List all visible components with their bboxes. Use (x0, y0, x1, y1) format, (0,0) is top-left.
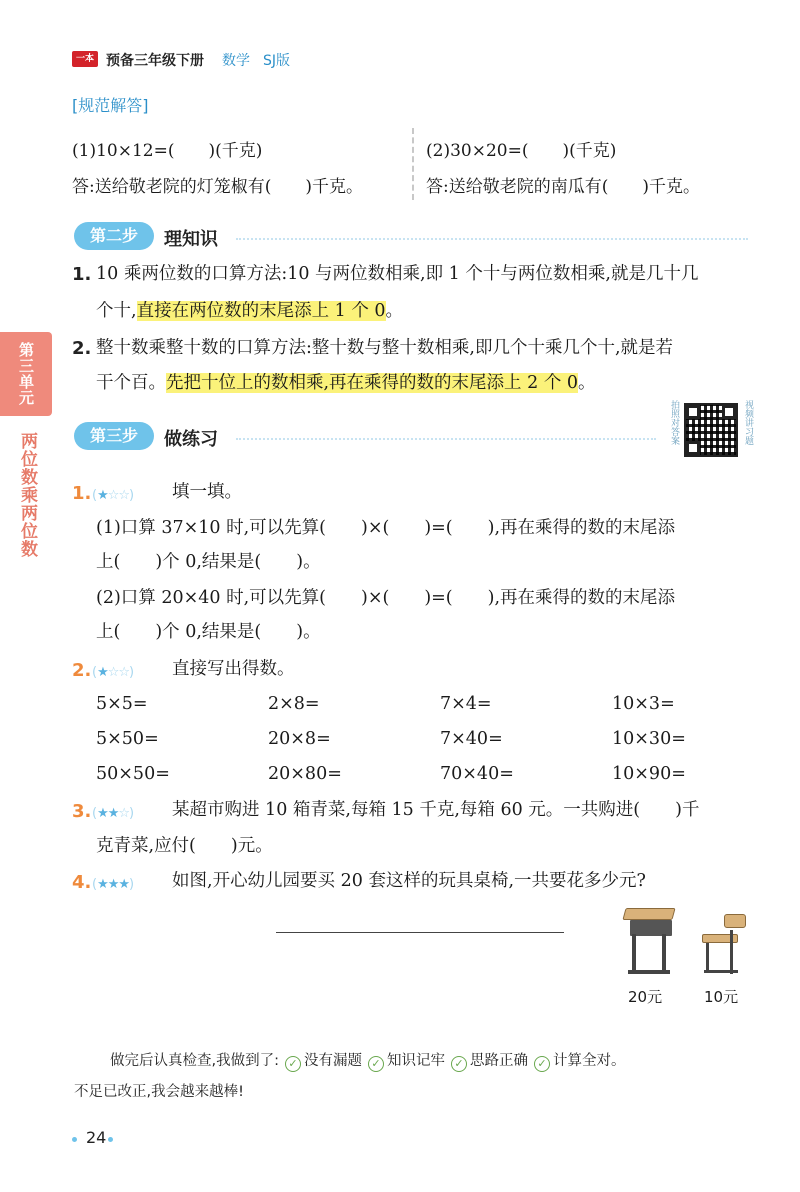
q1-a-line1: (1)口算 37×10 时,可以先算( )×( )=( ),再在乘得的数的末尾添 (96, 518, 676, 538)
desk-leg (632, 934, 636, 972)
q1-prompt: 填一填。 (172, 482, 242, 502)
q1-b-line1: (2)口算 20×40 时,可以先算( )×( )=( ),再在乘得的数的末尾添 (96, 588, 676, 608)
qr-left-caption: 拍照对答案 (669, 400, 679, 445)
step3-pill: 第三步 (74, 422, 154, 450)
q2-stars-icon: ★☆☆ (97, 665, 130, 680)
knowledge-1-number: 1. (72, 264, 92, 285)
page-dot-right (108, 1137, 113, 1142)
calc-cell: 20×80= (268, 764, 342, 784)
page-number: 24 (86, 1128, 107, 1147)
chair-price: 10元 (704, 988, 739, 1006)
step2-title: 理知识 (164, 229, 218, 250)
knowledge-2-line2: 干个百。先把十位上的数相乘,再在乘得的数的末尾添上 2 个 0。 (96, 373, 596, 393)
qr-code-icon[interactable] (684, 403, 738, 457)
knowledge-2-line1: 整十数乘整十数的口算方法:整十数与整十数相乘,即几个十乘几个十,就是若 (96, 338, 674, 358)
unit-side-tab: 第三单元 (0, 332, 52, 416)
check-item-label: 没有漏题 (304, 1053, 362, 1069)
check-icon[interactable]: ✓ (451, 1056, 467, 1072)
answer-right-answer: 答:送给敬老院的南瓜有( )千克。 (426, 177, 700, 197)
chair-foot (704, 970, 738, 973)
answer-left-answer: 答:送给敬老院的灯笼椒有( )千克。 (72, 177, 363, 197)
chair-icon (724, 914, 746, 928)
check-item-label: 知识记牢 (387, 1053, 445, 1069)
self-check-line (110, 1049, 626, 1072)
calc-cell: 20×8= (268, 729, 331, 749)
edition-label: SJ版 (263, 53, 291, 69)
step2-pill: 第二步 (74, 222, 154, 250)
calc-cell: 7×40= (440, 729, 503, 749)
q4-answer-line[interactable] (276, 932, 564, 933)
desk-leg (662, 934, 666, 974)
check-item-label: 思路正确 (470, 1053, 528, 1069)
self-check-outro: 不足已改正,我会越来越棒! (74, 1084, 244, 1100)
knowledge-2-number: 2. (72, 338, 92, 359)
q3-line1: 某超市购进 10 箱青菜,每箱 15 千克,每箱 60 元。一共购进( )千 (172, 800, 700, 820)
check-icon[interactable]: ✓ (285, 1056, 301, 1072)
book-title: 预备三年级下册 (106, 53, 204, 69)
q3-stars-icon: ★★☆ (97, 806, 130, 821)
desk-foot (628, 970, 670, 974)
check-icon[interactable]: ✓ (368, 1056, 384, 1072)
chair-leg (706, 943, 709, 973)
knowledge-2-highlight: 先把十位上的数相乘,再在乘得的数的末尾添上 2 个 0 (166, 373, 579, 393)
answer-right-question: (2)30×20=( )(千克) (426, 141, 617, 161)
unit-topic-label: 两位数乘两位数 (17, 432, 37, 558)
q2-prompt: 直接写出得数。 (172, 659, 295, 679)
knowledge-1-highlight: 直接在两位数的末尾添上 1 个 0 (136, 301, 386, 321)
q1-stars-icon: ★☆☆ (97, 488, 130, 503)
calc-cell: 10×30= (612, 729, 686, 749)
q3-difficulty: (★★☆) (92, 806, 135, 821)
q3-line2: 克青菜,应付( )元。 (96, 836, 273, 856)
check-icon[interactable]: ✓ (534, 1056, 550, 1072)
q4-stars-icon: ★★★ (97, 877, 130, 892)
step3-title: 做练习 (164, 429, 218, 450)
q1-a-line2: 上( )个 0,结果是( )。 (96, 552, 321, 572)
q1-b-line2: 上( )个 0,结果是( )。 (96, 622, 321, 642)
calc-cell: 5×50= (96, 729, 159, 749)
q2-difficulty: (★☆☆) (92, 665, 135, 680)
step2-divider (236, 238, 748, 240)
knowledge-1-line2: 个十,直接在两位数的末尾添上 1 个 0。 (96, 301, 404, 321)
calc-cell: 10×90= (612, 764, 686, 784)
subject-label: 数学 (222, 53, 250, 69)
self-check-intro: 做完后认真检查,我做到了: (110, 1053, 279, 1069)
calc-cell: 10×3= (612, 694, 675, 714)
calc-cell: 5×5= (96, 694, 148, 714)
answer-section-tag: [规范解答] (72, 96, 149, 115)
answer-left-question: (1)10×12=( )(千克) (72, 141, 263, 161)
chair-leg (730, 930, 733, 974)
q1-number: 1. (72, 483, 92, 504)
calc-cell: 7×4= (440, 694, 492, 714)
knowledge-1-line1: 10 乘两位数的口算方法:10 与两位数相乘,即 1 个十与两位数相乘,就是几十几 (96, 264, 699, 284)
calc-cell: 2×8= (268, 694, 320, 714)
q3-number: 3. (72, 801, 92, 822)
calc-cell: 50×50= (96, 764, 170, 784)
q4-number: 4. (72, 872, 92, 893)
q4-prompt: 如图,开心幼儿园要买 20 套这样的玩具桌椅,一共要花多少元? (172, 871, 646, 891)
desk-price: 20元 (628, 988, 663, 1006)
publisher-logo: 一本 (72, 51, 98, 67)
check-item-label: 计算全对。 (553, 1053, 626, 1069)
q4-difficulty: (★★★) (92, 877, 135, 892)
desk-icon (622, 908, 675, 920)
page-dot-left (72, 1137, 77, 1142)
calc-cell: 70×40= (440, 764, 514, 784)
step3-divider (236, 438, 656, 440)
qr-right-caption: 视频讲习题 (743, 400, 753, 445)
answer-divider (412, 128, 414, 200)
q1-difficulty: (★☆☆) (92, 488, 135, 503)
q2-number: 2. (72, 660, 92, 681)
